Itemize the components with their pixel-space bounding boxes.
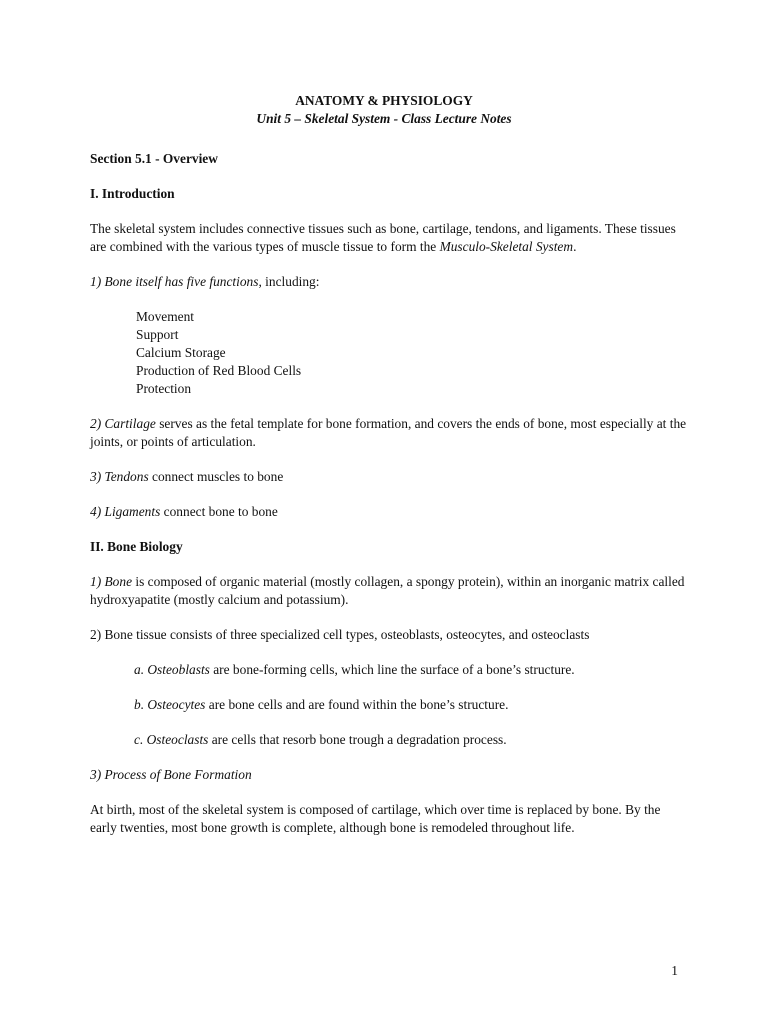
osteoblasts-italic: a. Osteoblasts: [134, 662, 210, 677]
bone-functions-rest: , including:: [258, 274, 320, 289]
bone-functions-italic: 1) Bone itself has five functions: [90, 274, 259, 289]
list-item: Support: [136, 327, 179, 342]
tendons-italic: 3) Tendons: [90, 469, 149, 484]
bone-composition-paragraph: [90, 573, 690, 609]
osteoclasts-italic: c. Osteoclasts: [134, 732, 209, 747]
ligaments-italic: 4) Ligaments: [90, 504, 161, 519]
osteocytes-rest: are bone cells and are found within the bone’s structure.: [205, 697, 509, 712]
bone-composition-italic: 1) Bone: [90, 574, 133, 589]
page-content: [90, 92, 690, 854]
tendons-paragraph: [90, 468, 690, 486]
list-item: Movement: [136, 309, 195, 324]
list-item: Protection: [136, 381, 192, 396]
osteoclasts-paragraph: [90, 731, 690, 749]
title-block: [90, 92, 678, 128]
intro-text-start: The skeletal system includes connective tissues such as bone, cartilage, tendons, and ligaments. These tissues are combined with the various types of muscle tissue to form the: [90, 221, 676, 254]
intro-text-end: .: [573, 239, 577, 254]
cartilage-italic: 2) Cartilage: [90, 416, 156, 431]
document-subtitle: Unit 5 – Skeletal System - Class Lecture Notes: [256, 111, 512, 126]
document-title: ANATOMY & PHYSIOLOGY: [295, 93, 473, 108]
list-item: Calcium Storage: [136, 345, 226, 360]
bone-functions-list: [90, 308, 690, 398]
bone-composition-rest: is composed of organic material (mostly collagen, a spongy protein), within an inorganic matrix called hydroxyapatite (mostly calcium and potassium).: [90, 574, 685, 607]
osteoblasts-paragraph: [90, 661, 690, 679]
osteocytes-italic: b. Osteocytes: [134, 697, 206, 712]
osteoblasts-rest: are bone-forming cells, which line the surface of a bone’s structure.: [209, 662, 575, 677]
section-heading: Section 5.1 - Overview: [90, 151, 218, 166]
bone-biology-heading: II. Bone Biology: [90, 539, 183, 554]
introduction-paragraph: [90, 220, 690, 256]
intro-text-italic: Musculo-Skeletal System: [439, 239, 574, 254]
bone-tissue-paragraph: 2) Bone tissue consists of three specialized cell types, osteoblasts, osteocytes, and osteoclasts: [90, 627, 590, 642]
introduction-heading: I. Introduction: [90, 186, 175, 201]
osteoclasts-rest: are cells that resorb bone trough a degradation process.: [208, 732, 507, 747]
cartilage-paragraph: [90, 415, 690, 451]
ligaments-paragraph: [90, 503, 690, 521]
osteocytes-paragraph: [90, 696, 690, 714]
page-number: 1: [671, 963, 678, 978]
tendons-rest: connect muscles to bone: [148, 469, 284, 484]
bone-functions-lead: [90, 273, 690, 291]
ligaments-rest: connect bone to bone: [160, 504, 278, 519]
bone-formation-heading: 3) Process of Bone Formation: [90, 767, 252, 782]
list-item: Production of Red Blood Cells: [136, 363, 302, 378]
cartilage-rest: serves as the fetal template for bone formation, and covers the ends of bone, most especially at the joints, or points of articulation.: [90, 416, 687, 449]
bone-formation-paragraph: At birth, most of the skeletal system is composed of cartilage, which over time is replaced by bone. By the early twenties, most bone growth is complete, although bone is remodeled throughout life.: [90, 802, 661, 835]
